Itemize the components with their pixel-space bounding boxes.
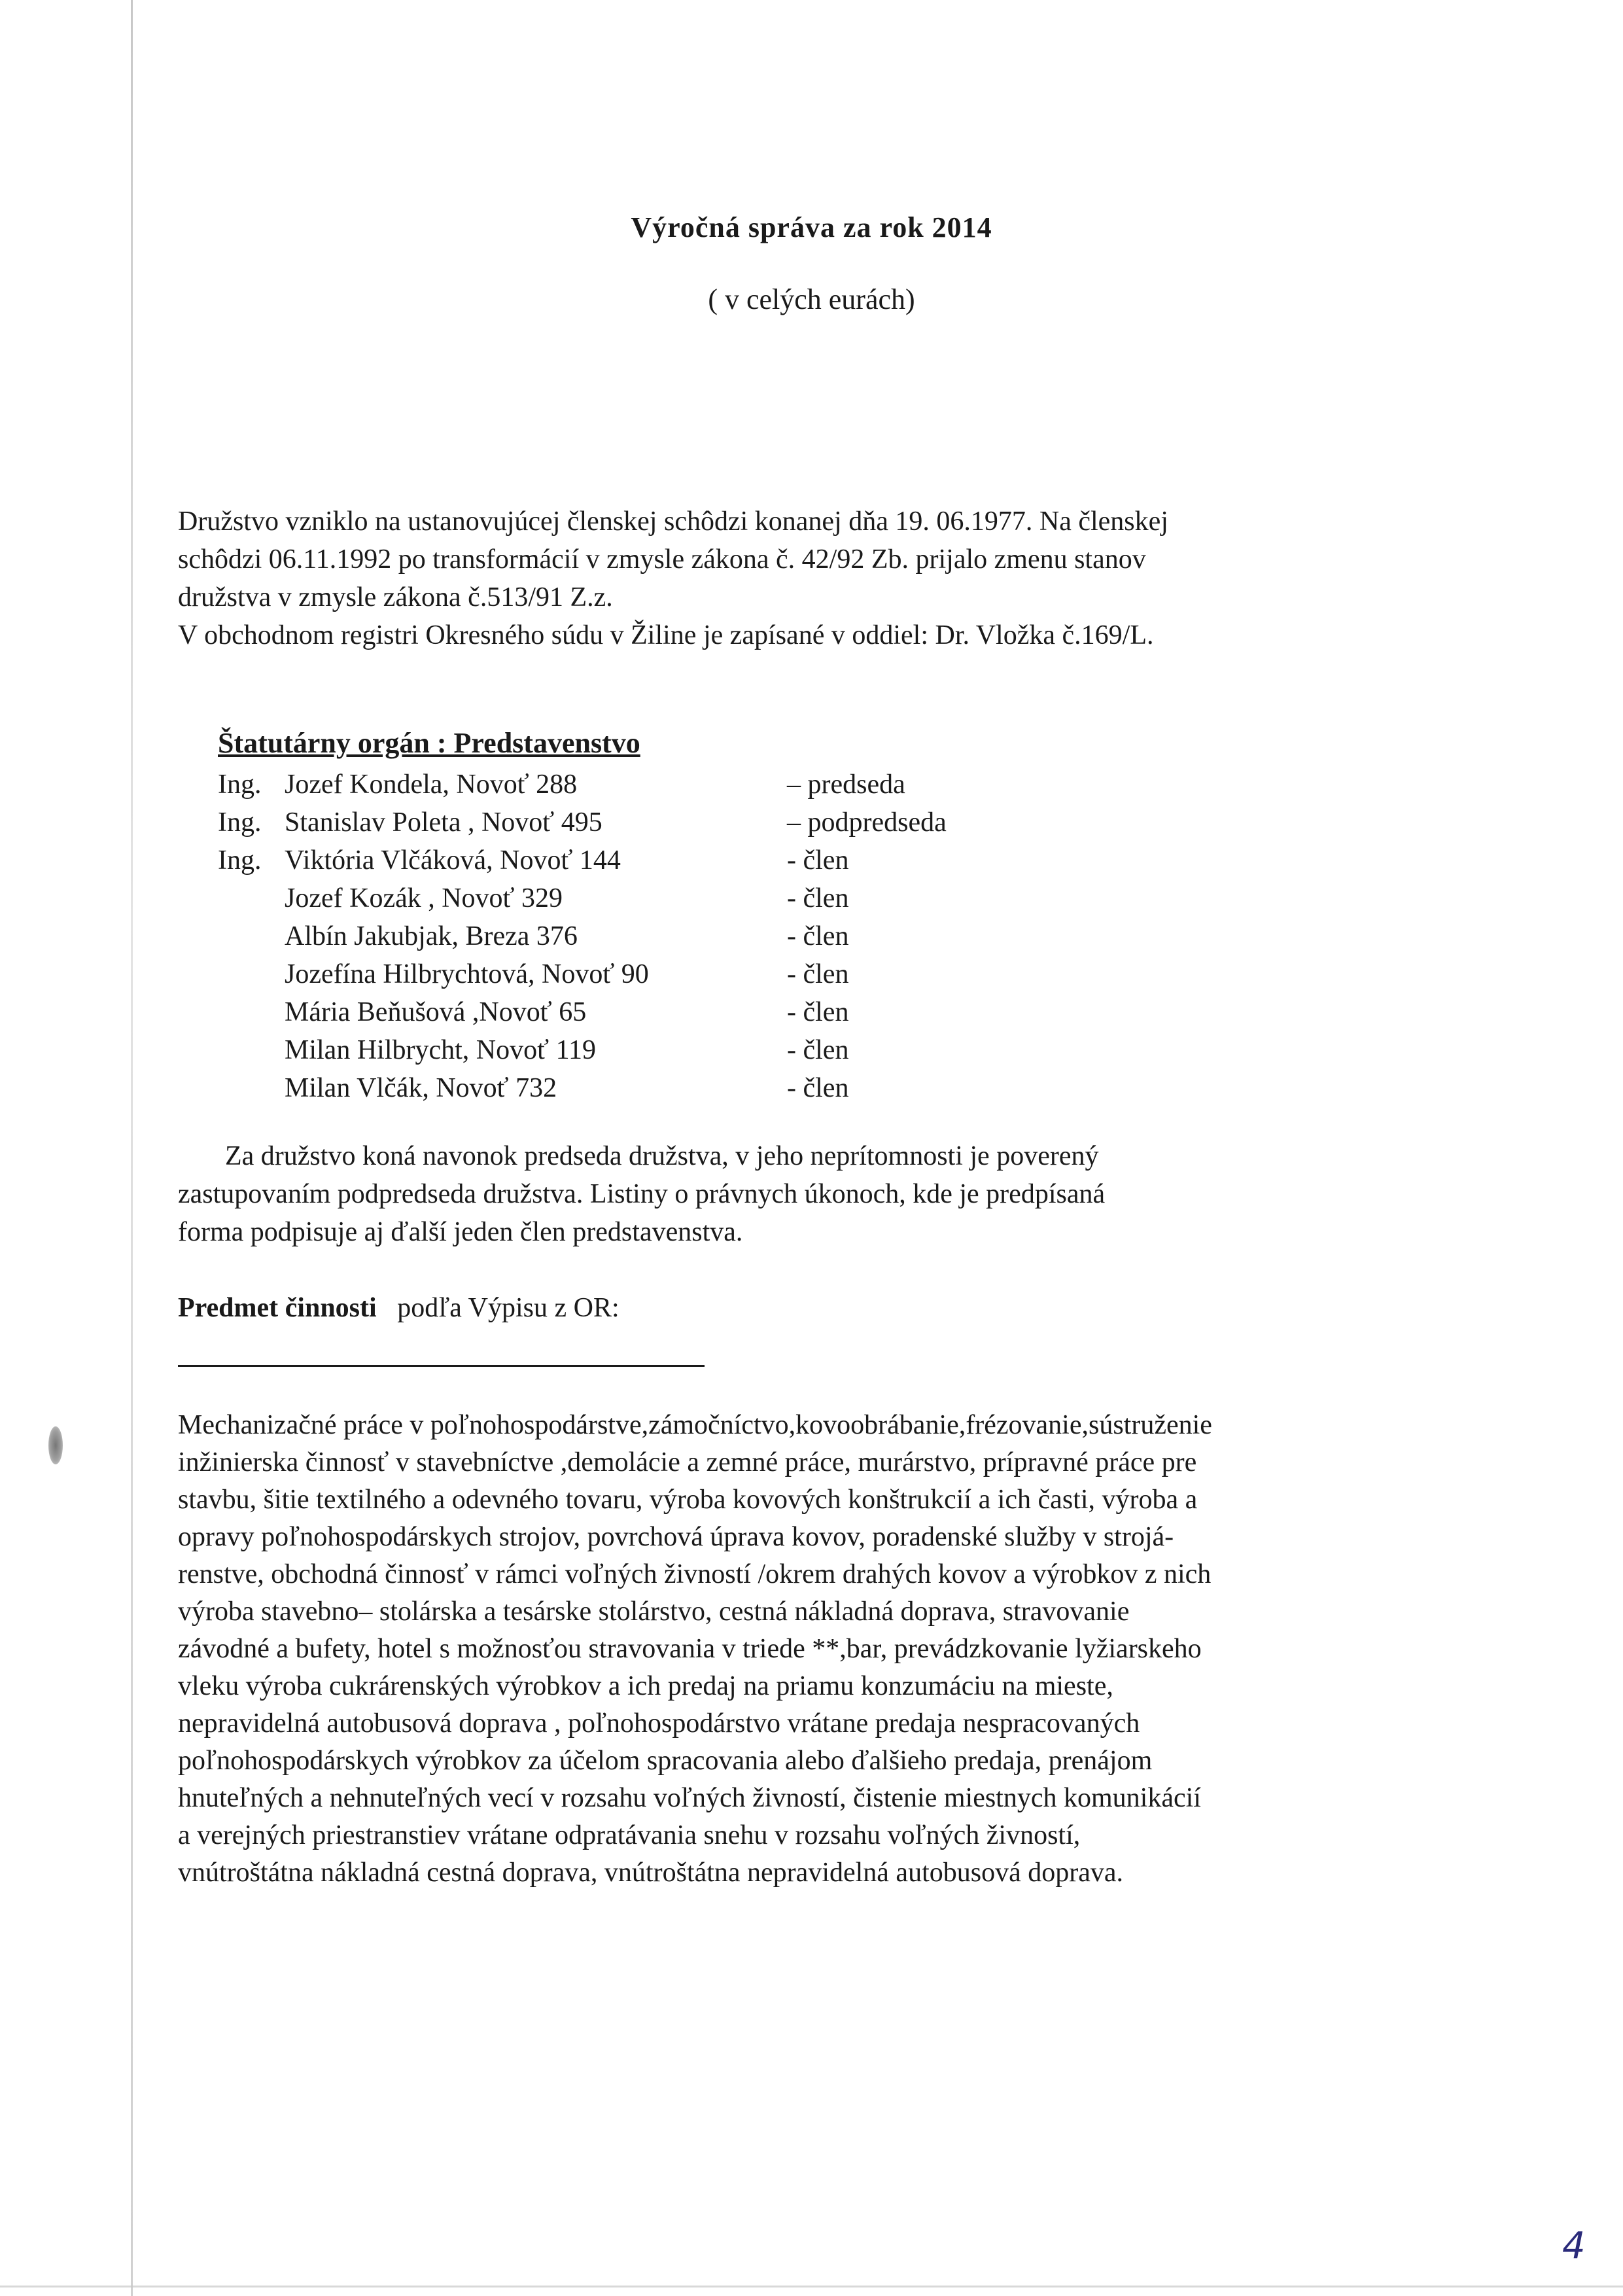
member-name-address: Viktória Vlčáková, Novoť 144 [285,845,621,875]
intro-line: družstva v zmysle zákona č.513/91 Z.z. [178,582,613,612]
activity-line: nepravidelná autobusová doprava , poľnohospodárstvo vrátane predaja nespracovaných [178,1708,1140,1739]
board-member-row [218,804,1068,841]
board-member-row [218,1031,1068,1069]
scan-edge-bottom [0,2286,1623,2287]
intro-line: schôdzi 06.11.1992 po transformácií v zmysle zákona č. 42/92 Zb. prijalo zmenu stanov [178,544,1146,574]
member-role: - člen [787,1035,849,1065]
activity-line: poľnohospodárskych výrobkov za účelom spracovania alebo ďalšieho predaja, prenájom [178,1746,1153,1776]
member-name-address: Milan Hilbrycht, Novoť 119 [285,1035,597,1065]
board-member-row [218,879,1068,917]
document-subtitle: ( v celých eurách) [708,283,915,315]
handwritten-page-number: 4 [1562,2225,1586,2267]
member-role: - člen [787,921,849,951]
activity-line: hnuteľných a nehnuteľných vecí v rozsahu voľných živností, čistenie miestnych komunikácií [178,1783,1201,1813]
board-member-row [218,955,1068,993]
activity-heading-bold: Predmet činnosti [178,1293,377,1323]
member-name-address: Jozef Kozák , Novoť 329 [285,883,563,913]
board-member-row [218,1069,1068,1107]
activity-line: vnútroštátna nákladná cestná doprava, vnútroštátna nepravidelná autobusová doprava. [178,1858,1124,1888]
member-name-address: Stanislav Poleta , Novoť 495 [285,807,602,838]
intro-paragraph [178,503,1421,654]
activity-line: inžinierska činnosť v stavebníctve ,demolácie a zemné práce, murárstvo, prípravné práce pre [178,1447,1197,1477]
member-role: – predseda [787,769,905,800]
representation-line: Za družstvo koná navonok predseda družstva, v jeho neprítomnosti je poverený [225,1141,1099,1171]
member-title-prefix: Ing. [218,807,262,838]
activity-line: vleku výroba cukrárenských výrobkov a ich predaj na priamu konzumáciu na mieste, [178,1671,1113,1701]
member-name-address: Albín Jakubjak, Breza 376 [285,921,578,951]
board-member-row [218,766,1068,804]
representation-line: zastupovaním podpredseda družstva. Listiny o právnych úkonoch, kde je predpísaná [178,1179,1106,1209]
punch-hole-mark [48,1426,63,1464]
activity-line: a verejných priestranstiev vrátane odpratávania snehu v rozsahu voľných živností, [178,1820,1081,1850]
member-title-prefix: Ing. [218,845,262,875]
member-role: - člen [787,997,849,1027]
member-role: - člen [787,1073,849,1103]
member-name-address: Mária Beňušová ,Novoť 65 [285,997,587,1027]
activity-line: Mechanizačné práce v poľnohospodárstve,zámočníctvo,kovoobrábanie,frézovanie,sústruženie [178,1410,1212,1440]
board-member-list [218,766,1068,1107]
member-role: - člen [787,959,849,989]
activity-heading-rule [178,1365,705,1367]
member-role: - člen [787,845,849,875]
board-member-row [218,917,1068,955]
member-name-address: Jozefína Hilbrychtová, Novoť 90 [285,959,649,989]
member-title-prefix: Ing. [218,769,262,800]
activity-paragraph [178,1407,1421,1892]
representation-line: forma podpisuje aj ďalší jeden člen predstavenstva. [178,1217,743,1247]
activity-line: renstve, obchodná činnosť v rámci voľných živností /okrem drahých kovov a výrobkov z nich [178,1559,1212,1589]
board-member-row [218,841,1068,879]
member-name-address: Milan Vlčák, Novoť 732 [285,1073,557,1103]
activity-heading-rest: podľa Výpisu z OR: [397,1293,620,1323]
representation-paragraph [178,1137,1421,1251]
activity-heading [178,1292,620,1324]
board-member-row [218,993,1068,1031]
activity-line: výroba stavebno– stolárska a tesárske stolárstvo, cestná nákladná doprava, stravovanie [178,1597,1130,1627]
member-role: - člen [787,883,849,913]
intro-line: Družstvo vzniklo na ustanovujúcej členskej schôdzi konanej dňa 19. 06.1977. Na členskej [178,506,1168,537]
document-title: Výročná správa za rok 2014 [631,211,992,243]
scan-edge-left [131,0,133,2296]
activity-line: stavbu, šitie textilného a odevného tovaru, výroba kovových konštrukcií a ich časti, výroba a [178,1485,1198,1515]
member-name-address: Jozef Kondela, Novoť 288 [285,769,578,800]
member-role: – podpredseda [787,807,947,838]
board-heading: Štatutárny orgán : Predstavenstvo [218,727,640,759]
activity-line: závodné a bufety, hotel s možnosťou stravovania v triede **,bar, prevádzkovanie lyžiarskeho [178,1634,1202,1664]
intro-line: V obchodnom registri Okresného súdu v Žiline je zapísané v oddiel: Dr. Vložka č.169/L. [178,620,1154,650]
activity-line: opravy poľnohospodárskych strojov, povrchová úprava kovov, poradenské služby v strojá- [178,1522,1174,1552]
